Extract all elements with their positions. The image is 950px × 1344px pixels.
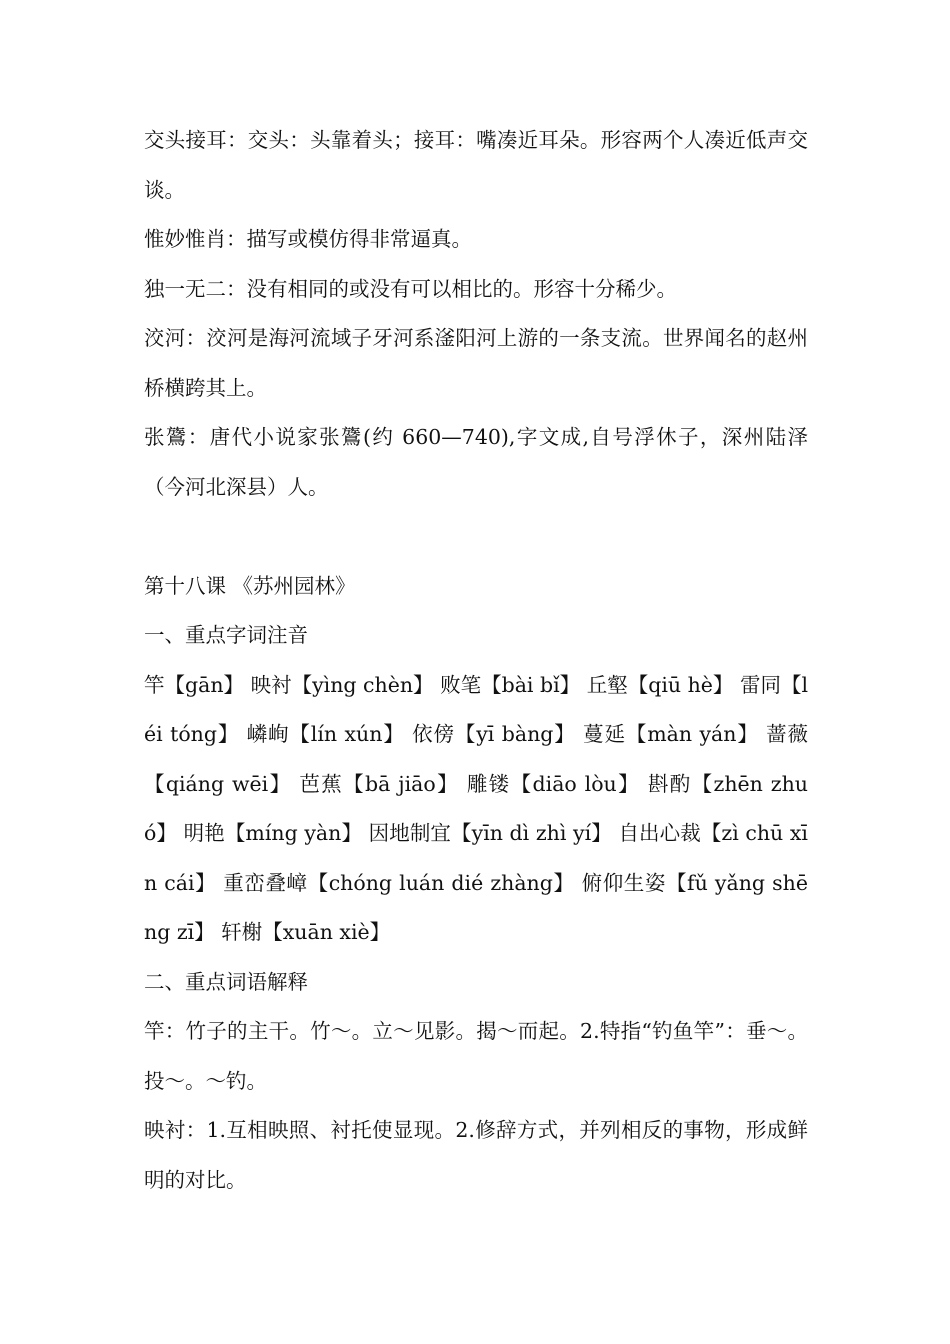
- idiom-jiaotoujieer: 交头接耳：交头：头靠着头；接耳：嘴凑近耳朵。形容两个人凑近低声交谈。: [144, 128, 808, 202]
- definition-yingchen: 映衬：1.互相映照、衬托使显现。2.修辞方式，并列相反的事物，形成鲜明的对比。: [144, 1118, 808, 1192]
- definition-gan: 竿：竹子的主干。竹～。立～见影。揭～而起。2.特指“钓鱼竿”：垂～。投～。～钓。: [144, 1019, 808, 1093]
- note-xiaohe: 洨河：洨河是海河流域子牙河系滏阳河上游的一条支流。世界闻名的赵州桥横跨其上。: [144, 326, 808, 400]
- idiom-duyiwuer: 独一无二：没有相同的或没有可以相比的。形容十分稀少。: [144, 276, 677, 301]
- blank-line: [144, 512, 808, 562]
- lesson-title: 第十八课 《苏州园林》: [144, 573, 356, 598]
- pinyin-list: 竿【gān】 映衬【yìng chèn】 败笔【bài bǐ】 丘壑【qiū hè】 雷同【léi tóng】 嶙峋【lín xún】 依傍【yī bàng】 蔓延【màn yán】 蔷薇【qiáng wēi】 芭蕉【bā jiāo】 雕镂【diāo lòu】 斟酌【zhēn zhuó】 明艳【míng yàn】 因地制宜【yīn dì zhì yí】 自出心裁【zì chū xīn cái】 重峦叠嶂【chóng luán dié zhàng】 俯仰生姿【fǔ yǎng shēng zī】 轩榭【xuān xiè】: [144, 672, 808, 944]
- document-body: [144, 116, 808, 1205]
- section-heading-pronunciation: 一、重点字词注音: [144, 623, 308, 647]
- note-zhangzhuo: 张鷟：唐代小说家张鷟(约 660—740),字文成,自号浮休子，深州陆泽 （今河北深县）人。: [144, 425, 808, 499]
- section-heading-definitions: 二、重点词语解释: [144, 969, 308, 994]
- idiom-weimiaoweixiao: 惟妙惟肖：描写或模仿得非常逼真。: [144, 227, 472, 251]
